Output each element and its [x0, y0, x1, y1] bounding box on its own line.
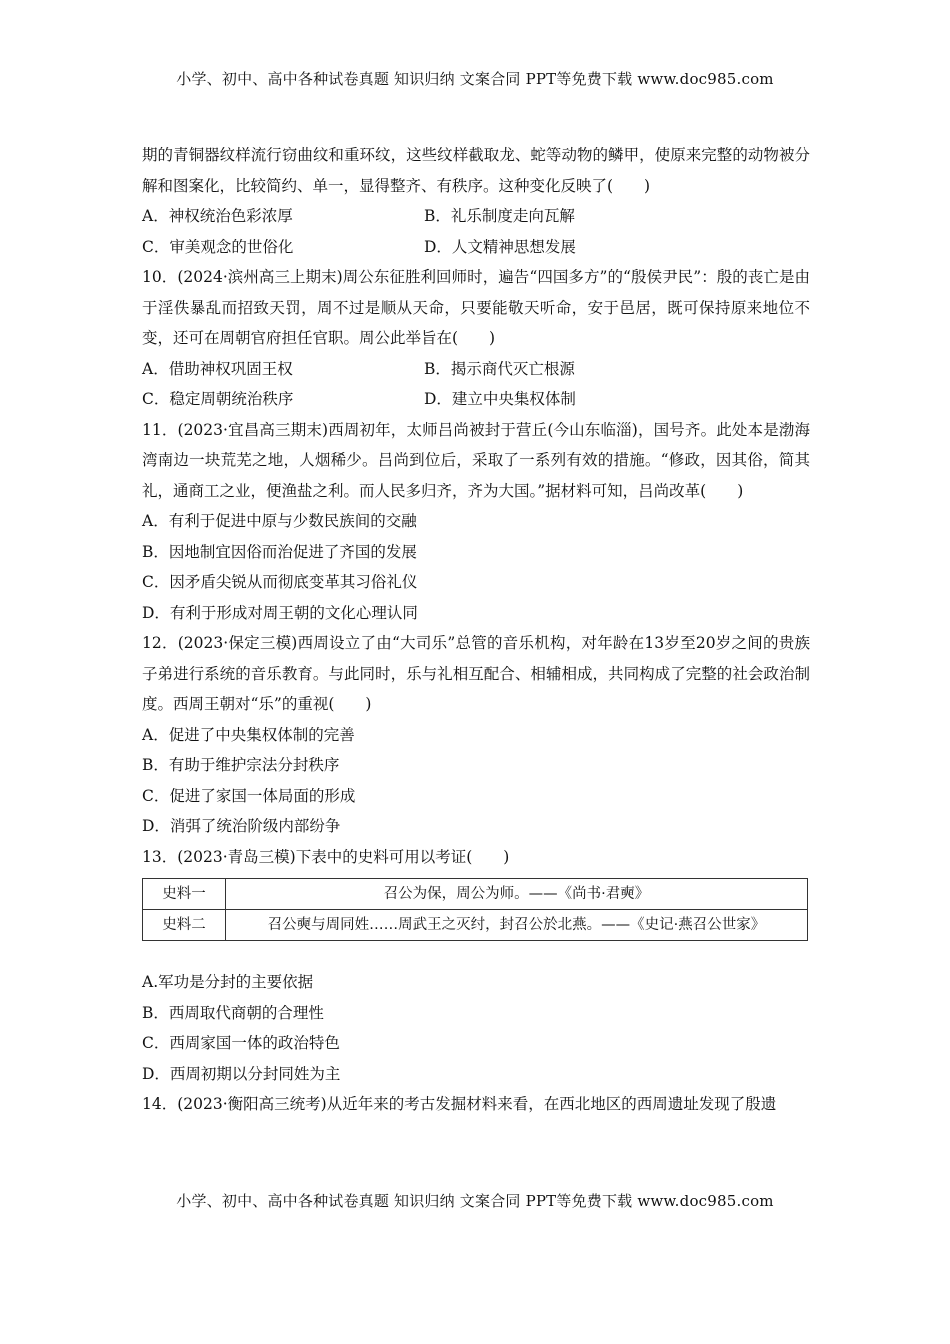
option-b: B．因地制宜因俗而治促进了齐国的发展 [142, 542, 417, 561]
question-14 [142, 1089, 810, 1120]
source-label: 史料二 [143, 910, 226, 941]
question-13-stem: 13．(2023·青岛三模)下表中的史料可用以考证( ) [142, 847, 510, 866]
option-c: C．稳定周朝统治秩序 [142, 390, 294, 408]
option-a: A．促进了中央集权体制的完善 [142, 725, 355, 744]
option-c: C．因矛盾尖锐从而彻底变革其习俗礼仪 [142, 573, 418, 591]
table-row [143, 879, 808, 910]
question-12 [142, 628, 810, 842]
option-b: B．有助于维护宗法分封秩序 [142, 756, 340, 774]
option-a: A.军功是分封的主要依据 [142, 973, 314, 991]
option-row [142, 201, 810, 232]
option-c: C．西周家国一体的政治特色 [142, 1034, 340, 1052]
question-9 [142, 140, 810, 262]
option-d: D．人文精神思想发展 [424, 237, 576, 256]
question-9-stem: 期的青铜器纹样流行窃曲纹和重环纹，这些纹样截取龙、蛇等动物的鳞甲，使原来完整的动物被分解和图案化，比较简约、单一，显得整齐、有秩序。这种变化反映了( ) [142, 146, 810, 195]
option-d: D．有利于形成对周王朝的文化心理认同 [142, 603, 418, 622]
option-c: C．促进了家国一体局面的形成 [142, 786, 356, 805]
question-11 [142, 415, 810, 629]
option-a: A．借助神权巩固王权 [142, 359, 293, 378]
source-table [142, 878, 808, 941]
source-text: 召公为保，周公为师。——《尚书·君奭》 [226, 879, 808, 910]
source-text: 召公奭与周同姓……周武王之灭纣，封召公於北燕。——《史记·燕召公世家》 [226, 910, 808, 941]
option-b: B．揭示商代灭亡根源 [424, 359, 575, 378]
option-d: D．建立中央集权体制 [424, 390, 576, 408]
option-row [142, 232, 810, 263]
option-b: B．礼乐制度走向瓦解 [424, 207, 575, 225]
question-13 [142, 842, 810, 1090]
question-content [142, 140, 810, 1120]
option-d: D．西周初期以分封同姓为主 [142, 1064, 341, 1083]
question-10 [142, 262, 810, 415]
option-row [142, 354, 810, 385]
option-d: D．消弭了统治阶级内部纷争 [142, 817, 341, 835]
question-10-stem: 10．(2024·滨州高三上期末)周公东征胜利回师时，遍告“四国多方”的“殷侯尹民”：殷的丧亡是由于淫佚暴乱而招致天罚，周不过是顺从天命，只要能敬天听命，安于邑居，既可保持原来地位不变，还可在周朝官府担任官职。周公此举旨在( ) [142, 268, 810, 347]
option-row [142, 384, 810, 415]
table-row [143, 910, 808, 941]
option-a: A．有利于促进中原与少数民族间的交融 [142, 512, 417, 530]
page-footer: 小学、初中、高中各种试卷真题 知识归纳 文案合同 PPT等免费下载 www.doc985.com [176, 1192, 774, 1210]
option-c: C．审美观念的世俗化 [142, 237, 294, 256]
source-label: 史料一 [143, 879, 226, 910]
question-11-stem: 11．(2023·宜昌高三期末)西周初年，太师吕尚被封于营丘(今山东临淄)，国号齐。此处本是渤海湾南边一块荒芜之地，人烟稀少。吕尚到位后，采取了一系列有效的措施。“修政，因其俗，简其礼，通商工之业，便渔盐之利。而人民多归齐，齐为大国。”据材料可知，吕尚改革( ) [142, 420, 810, 500]
page-header: 小学、初中、高中各种试卷真题 知识归纳 文案合同 PPT等免费下载 www.doc985.com [176, 70, 774, 88]
option-b: B．西周取代商朝的合理性 [142, 1003, 324, 1022]
option-a: A．神权统治色彩浓厚 [142, 207, 293, 225]
question-14-stem: 14．(2023·衡阳高三统考)从近年来的考古发掘材料来看，在西北地区的西周遗址发现了殷遗 [142, 1095, 777, 1113]
question-12-stem: 12．(2023·保定三模)西周设立了由“大司乐”总管的音乐机构，对年龄在13岁至20岁之间的贵族子弟进行系统的音乐教育。与此同时，乐与礼相互配合、相辅相成，共同构成了完整的社会政治制度。西周王朝对“乐”的重视( ) [142, 634, 810, 713]
